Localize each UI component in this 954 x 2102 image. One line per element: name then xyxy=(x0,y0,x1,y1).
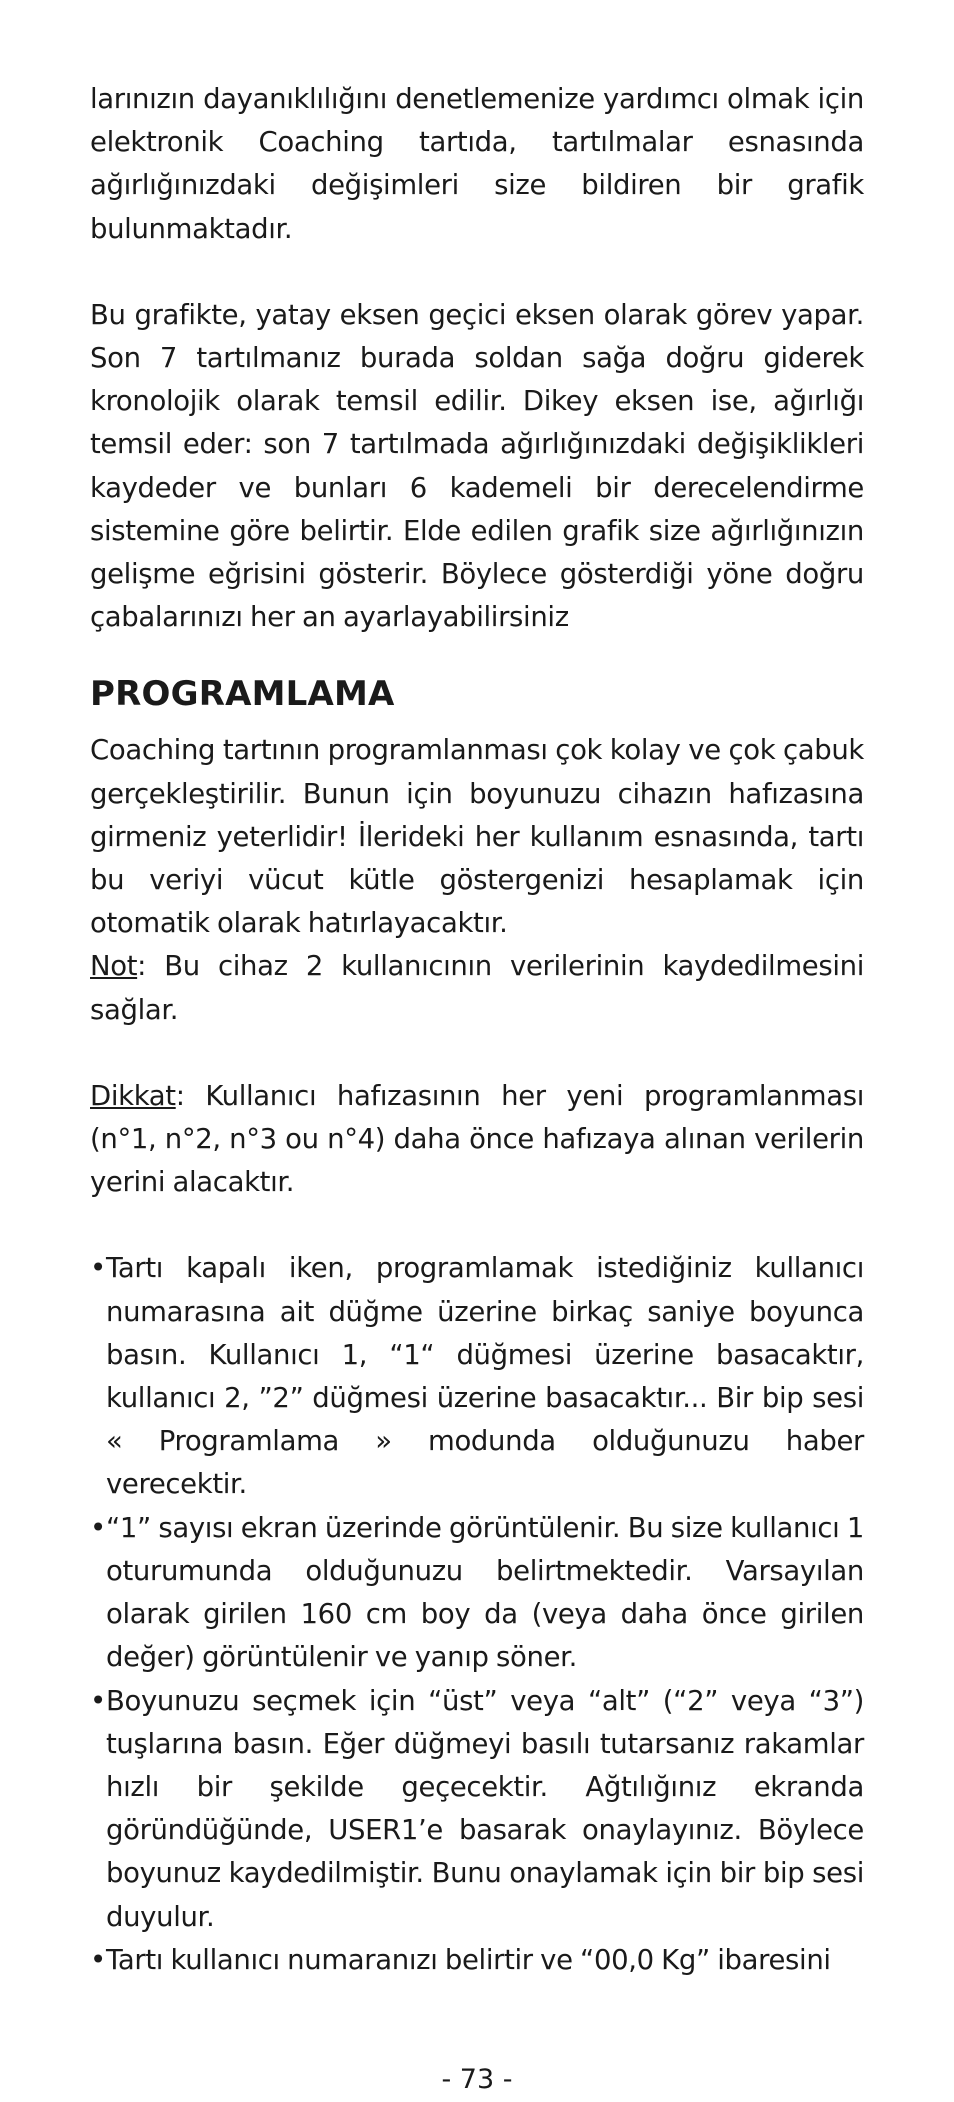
paragraph-spacer xyxy=(90,1032,864,1075)
paragraph-spacer xyxy=(90,1204,864,1247)
note-label: Not xyxy=(90,950,138,983)
intro-paragraph: larınızın dayanıklılığını denetlemenize yardımcı olmak için elektronik Coaching tartıda, tartılmalar esnasında ağırlığınızdaki değişimleri size bildiren bir grafik bulunmaktadır. xyxy=(90,83,864,245)
heading-spacer-after xyxy=(90,719,864,729)
list-item-text: Tartı kullanıcı numaranızı belirtir ve “00,0 Kg” ibaresini xyxy=(106,1943,831,1976)
list-item-text: Boyunuzu seçmek için “üst” veya “alt” (“2” veya “3”) tuşlarına basın. Eğer düğmeyi basılı tutarsanız rakamlar hızlı bir şekilde geçecektir. Ağtılığınız ekranda göründüğünde, USER1’e basarak onaylayınız. Böylece boyunuz kaydedilmiştir. Bunu onaylamak için bir bip sesi duyulur. xyxy=(106,1684,864,1933)
programming-intro-paragraph: Coaching tartının programlanması çok kolay ve çok çabuk gerçekleştirilir. Bunun için boyunuzu cihazın hafızasına girmeniz yeterlidir! İlerideki her kullanım esnasında, tartı bu veriyi vücut kütle göstergenizi hesaplamak için otomatik olarak hatırlayacaktır. xyxy=(90,734,864,940)
bullet-icon: • xyxy=(90,1511,106,1544)
warning-text: : Kullanıcı hafızasının her yeni programlanması (n°1, n°2, n°3 ou n°4) daha önce hafızaya alınan verilerin yerini alacaktır. xyxy=(90,1079,864,1199)
instruction-list xyxy=(90,1247,864,1981)
list-item xyxy=(90,1507,864,1680)
manual-page-content xyxy=(90,78,864,1982)
list-item-text: Tartı kapalı iken, programlamak istediğiniz kullanıcı numarasına ait düğme üzerine birkaç saniye boyunca basın. Kullanıcı 1, “1“ düğmesi üzerine basacaktır, kullanıcı 2, ”2” düğmesi üzerine basacaktır... Bir bip sesi « Programlama » modunda olduğunuzu haber verecektir. xyxy=(106,1252,864,1501)
bullet-icon: • xyxy=(90,1943,106,1976)
section-heading: PROGRAMLAMA xyxy=(90,674,395,715)
graph-description-paragraph: Bu grafikte, yatay eksen geçici eksen olarak görev yapar. Son 7 tartılmanız burada soldan sağa doğru giderek kronolojik olarak temsil edilir. Dikey eksen ise, ağırlığı temsil eder: son 7 tartılmada ağırlığınızdaki değişiklikleri kaydeder ve bunları 6 kademeli bir derecelendirme sistemine göre belirtir. Elde edilen grafik size ağırlığınızın gelişme eğrisini gösterir. Böylece gösterdiği yöne doğru çabalarınızı her an ayarlayabilirsiniz xyxy=(90,298,864,634)
warning-paragraph xyxy=(90,1075,864,1205)
warning-label: Dikkat xyxy=(90,1079,176,1112)
list-item xyxy=(90,1680,864,1939)
list-item xyxy=(90,1247,864,1506)
page-number: - 73 - xyxy=(441,2064,513,2095)
note-paragraph xyxy=(90,945,864,1031)
list-item-text: “1” sayısı ekran üzerinde görüntülenir. Bu size kullanıcı 1 oturumunda olduğunuzu belirtmektedir. Varsayılan olarak girilen 160 cm boy da (veya daha önce girilen değer) görüntülenir ve yanıp söner. xyxy=(106,1511,864,1674)
bullet-icon: • xyxy=(90,1252,106,1285)
note-text: : Bu cihaz 2 kullanıcının verilerinin kaydedilmesini sağlar. xyxy=(90,950,864,1026)
bullet-icon: • xyxy=(90,1684,106,1717)
heading-spacer xyxy=(90,639,864,669)
paragraph-spacer xyxy=(90,251,864,294)
list-item xyxy=(90,1939,864,1982)
